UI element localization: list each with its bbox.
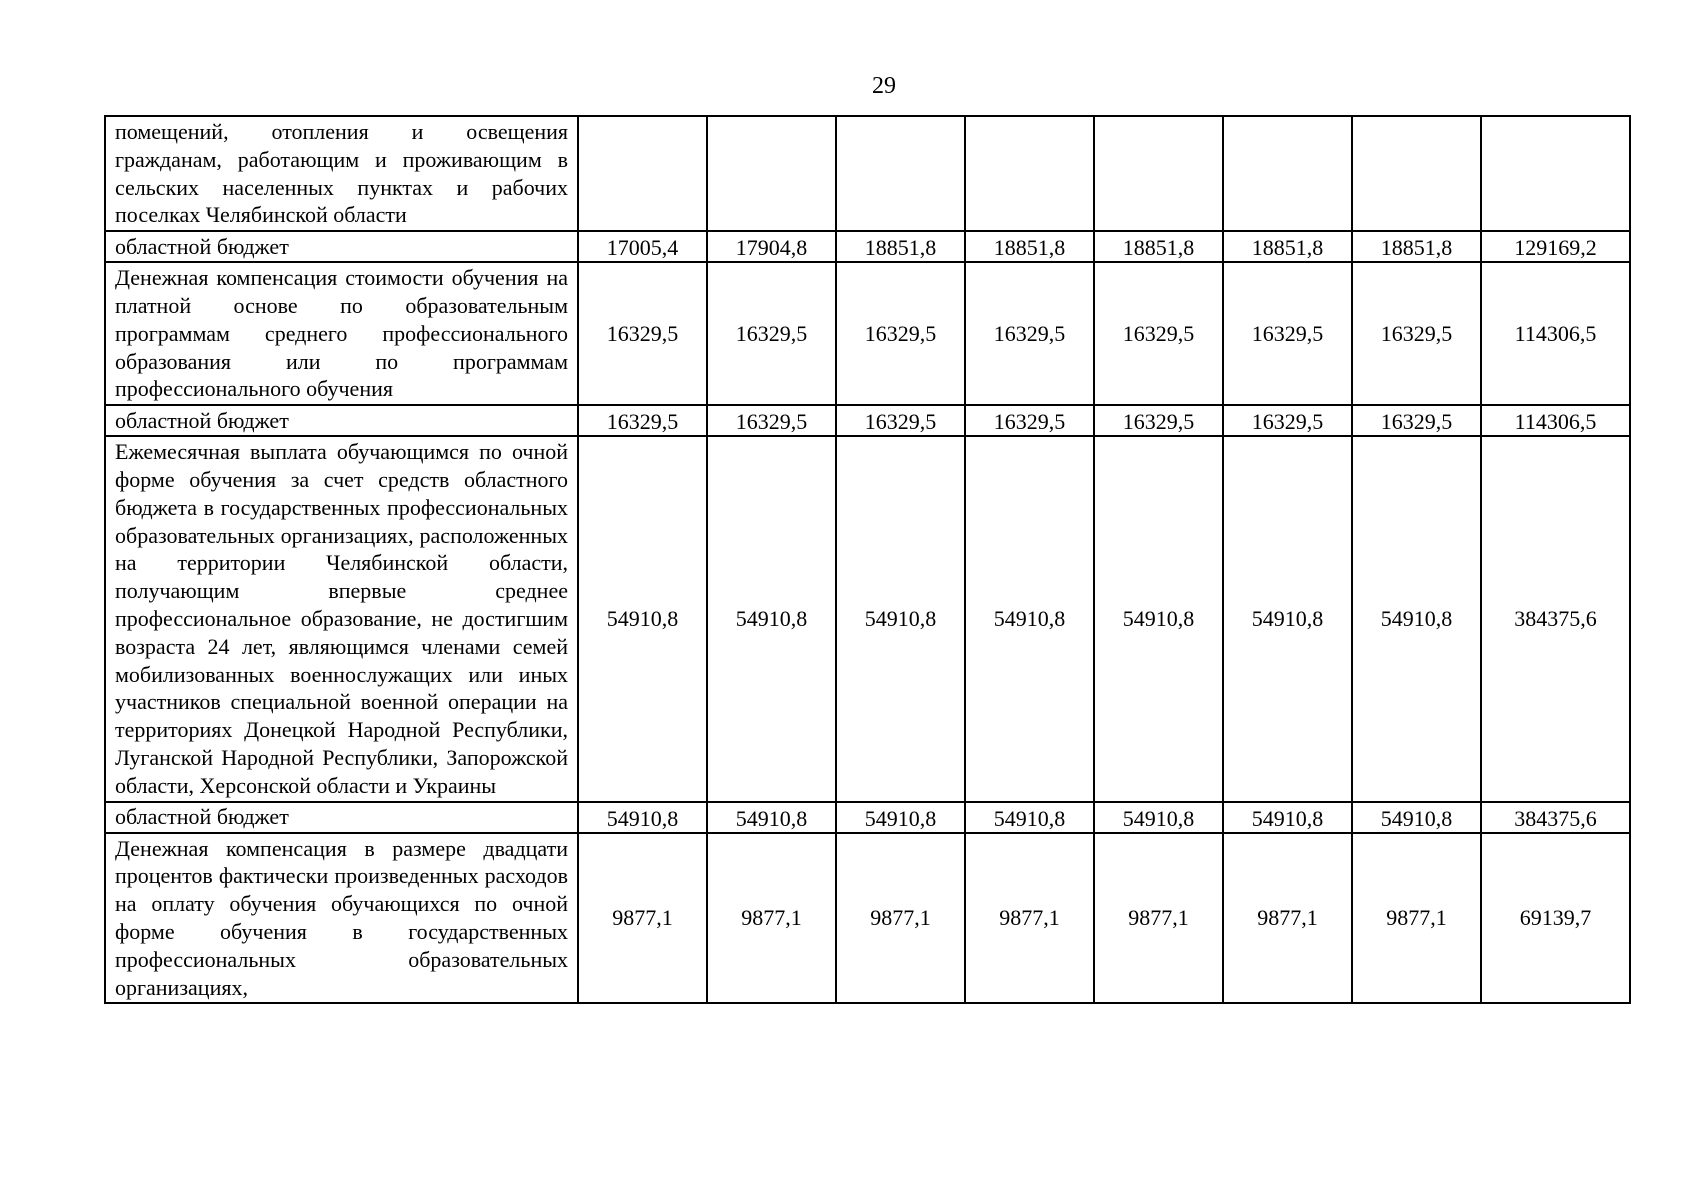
value-cell: 16329,5 bbox=[1223, 262, 1352, 405]
value-cell: 9877,1 bbox=[836, 833, 965, 1004]
total-cell: 384375,6 bbox=[1481, 436, 1630, 801]
table-row bbox=[105, 436, 1630, 801]
value-cell: 54910,8 bbox=[1223, 802, 1352, 833]
row-description: областной бюджет bbox=[105, 231, 578, 262]
value-cell: 54910,8 bbox=[707, 802, 836, 833]
budget-table bbox=[104, 115, 1631, 1004]
row-description: Ежемесячная выплата обучающимся по очной форме обучения за счет средств областного бюджета в государственных профессиональных образовательных организациях, расположенных на территории Челябинской области, получающим впервые среднее профессиональное образование, не достигшим возраста 24 лет, являющимся членами семей мобилизованных военнослужащих или иных участников специальной военной операции на территориях Донецкой Народной Республики, Луганской Народной Республики, Запорожской области, Херсонской области и Украины bbox=[105, 436, 578, 801]
value-cell bbox=[965, 116, 1094, 231]
value-cell: 9877,1 bbox=[965, 833, 1094, 1004]
value-cell bbox=[578, 116, 707, 231]
value-cell bbox=[1094, 116, 1223, 231]
total-cell: 69139,7 bbox=[1481, 833, 1630, 1004]
value-cell: 18851,8 bbox=[1352, 231, 1481, 262]
row-description: областной бюджет bbox=[105, 802, 578, 833]
value-cell: 16329,5 bbox=[1223, 405, 1352, 436]
value-cell: 16329,5 bbox=[1094, 262, 1223, 405]
value-cell: 9877,1 bbox=[1352, 833, 1481, 1004]
row-description: Денежная компенсация в размере двадцати процентов фактически произведенных расходов на оплату обучения обучающихся по очной форме обучения в государственных профессиональных образовательных организациях, bbox=[105, 833, 578, 1004]
value-cell: 16329,5 bbox=[578, 405, 707, 436]
value-cell: 16329,5 bbox=[578, 262, 707, 405]
page-number: 29 bbox=[872, 73, 896, 99]
value-cell: 17005,4 bbox=[578, 231, 707, 262]
value-cell: 18851,8 bbox=[965, 231, 1094, 262]
value-cell bbox=[707, 116, 836, 231]
row-description: помещений, отопления и освещения гражданам, работающим и проживающим в сельских населенных пунктах и рабочих поселках Челябинской области bbox=[105, 116, 578, 231]
total-cell: 384375,6 bbox=[1481, 802, 1630, 833]
value-cell: 9877,1 bbox=[578, 833, 707, 1004]
value-cell: 16329,5 bbox=[707, 405, 836, 436]
value-cell: 18851,8 bbox=[1223, 231, 1352, 262]
row-description: областной бюджет bbox=[105, 405, 578, 436]
value-cell: 54910,8 bbox=[578, 802, 707, 833]
value-cell: 54910,8 bbox=[1094, 802, 1223, 833]
value-cell: 54910,8 bbox=[965, 436, 1094, 801]
table-row bbox=[105, 833, 1630, 1004]
value-cell: 17904,8 bbox=[707, 231, 836, 262]
table-row bbox=[105, 231, 1630, 262]
value-cell: 54910,8 bbox=[1094, 436, 1223, 801]
value-cell: 18851,8 bbox=[1094, 231, 1223, 262]
value-cell: 9877,1 bbox=[1094, 833, 1223, 1004]
value-cell: 16329,5 bbox=[707, 262, 836, 405]
row-description: Денежная компенсация стоимости обучения на платной основе по образовательным программам среднего профессионального образования или по программам профессионального обучения bbox=[105, 262, 578, 405]
value-cell: 54910,8 bbox=[965, 802, 1094, 833]
value-cell: 16329,5 bbox=[836, 405, 965, 436]
total-cell: 129169,2 bbox=[1481, 231, 1630, 262]
value-cell bbox=[1223, 116, 1352, 231]
value-cell: 9877,1 bbox=[1223, 833, 1352, 1004]
value-cell: 16329,5 bbox=[965, 405, 1094, 436]
total-cell: 114306,5 bbox=[1481, 262, 1630, 405]
value-cell: 54910,8 bbox=[836, 436, 965, 801]
table-row bbox=[105, 802, 1630, 833]
value-cell: 18851,8 bbox=[836, 231, 965, 262]
value-cell: 16329,5 bbox=[836, 262, 965, 405]
value-cell: 16329,5 bbox=[1352, 262, 1481, 405]
value-cell: 16329,5 bbox=[1352, 405, 1481, 436]
value-cell bbox=[836, 116, 965, 231]
value-cell: 54910,8 bbox=[578, 436, 707, 801]
value-cell: 54910,8 bbox=[1352, 802, 1481, 833]
value-cell: 54910,8 bbox=[1223, 436, 1352, 801]
total-cell: 114306,5 bbox=[1481, 405, 1630, 436]
table-row bbox=[105, 405, 1630, 436]
table-row bbox=[105, 262, 1630, 405]
value-cell: 16329,5 bbox=[1094, 405, 1223, 436]
value-cell: 54910,8 bbox=[707, 436, 836, 801]
value-cell: 54910,8 bbox=[1352, 436, 1481, 801]
table-row bbox=[105, 116, 1630, 231]
value-cell: 9877,1 bbox=[707, 833, 836, 1004]
value-cell: 16329,5 bbox=[965, 262, 1094, 405]
value-cell: 54910,8 bbox=[836, 802, 965, 833]
value-cell bbox=[1352, 116, 1481, 231]
total-cell bbox=[1481, 116, 1630, 231]
